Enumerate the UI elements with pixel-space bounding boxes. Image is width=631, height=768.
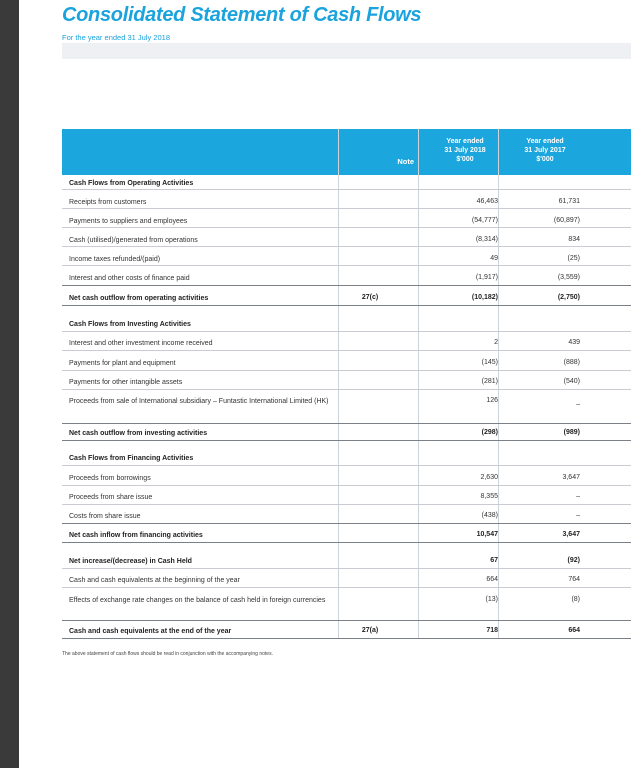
value-2018: (298) — [481, 429, 498, 436]
row-divider — [62, 189, 631, 190]
value-2017: 61,731 — [558, 198, 580, 205]
row-divider — [62, 331, 631, 332]
footnote: The above statement of cash flows should be read in conjunction with the accompanying notes. — [62, 651, 273, 657]
row-label: Payments for plant and equipment — [69, 360, 176, 367]
row-label: Cash and cash equivalents at the beginning of the year — [69, 577, 240, 584]
value-2017: (92) — [567, 557, 580, 564]
section-heading-label: Net increase/(decrease) in Cash Held — [69, 558, 192, 565]
value-2017: 664 — [568, 627, 580, 634]
row-divider — [62, 208, 631, 209]
row-divider — [62, 246, 631, 247]
value-2017: (8) — [571, 596, 580, 603]
value-2017: (25) — [567, 255, 580, 262]
row-label: Payments to suppliers and employees — [69, 218, 188, 225]
value-2018: (145) — [481, 359, 498, 366]
value-2018: (281) — [481, 378, 498, 385]
row-label: Proceeds from share issue — [69, 494, 153, 501]
row-label: Payments for other intangible assets — [69, 379, 183, 386]
value-2018: (10,182) — [471, 294, 498, 301]
column-header-line: 31 July 2018 — [444, 147, 486, 154]
row-divider — [62, 523, 631, 524]
value-2018: 664 — [486, 576, 498, 583]
row-divider — [62, 542, 631, 543]
viewer-left-margin — [0, 0, 19, 768]
value-2017: – — [576, 493, 580, 500]
column-divider — [338, 129, 339, 639]
row-divider — [62, 440, 631, 441]
title-band — [62, 43, 631, 59]
value-2018: 2 — [494, 339, 498, 346]
row-label: Income taxes refunded/(paid) — [69, 256, 161, 263]
value-2018: 10,547 — [476, 531, 498, 538]
value-2018: (54,777) — [471, 217, 498, 224]
section-heading-label: Cash Flows from Operating Activities — [69, 180, 194, 187]
row-divider — [62, 568, 631, 569]
value-2018: 49 — [490, 255, 498, 262]
section-heading-label: Cash Flows from Investing Activities — [69, 321, 191, 328]
row-divider — [62, 423, 631, 424]
section-heading-label: Cash Flows from Financing Activities — [69, 455, 194, 462]
value-2018: (1,917) — [475, 274, 498, 281]
value-2017: (60,897) — [553, 217, 580, 224]
value-2018: 46,463 — [476, 198, 498, 205]
value-2018: 126 — [486, 397, 498, 404]
row-label: Proceeds from borrowings — [69, 475, 151, 482]
column-header-line: Year ended — [446, 138, 484, 145]
total-label: Cash and cash equivalents at the end of the year — [69, 628, 232, 635]
value-2017: 764 — [568, 576, 580, 583]
note-ref: 27(a) — [361, 627, 379, 634]
row-label: Receipts from customers — [69, 199, 147, 206]
column-header-line: $'000 — [536, 156, 554, 163]
row-divider — [62, 285, 631, 286]
row-label: Proceeds from sale of International subsidiary – Funtastic International Limited (HK) — [69, 398, 329, 405]
row-divider — [62, 227, 631, 228]
total-label: Net cash outflow from operating activities — [69, 295, 209, 302]
column-divider — [498, 129, 499, 639]
row-divider — [62, 350, 631, 351]
row-divider — [62, 305, 631, 306]
row-divider — [62, 620, 631, 621]
value-2018: (13) — [485, 596, 498, 603]
row-label: Interest and other costs of finance paid — [69, 275, 190, 282]
column-header-2018 — [430, 137, 500, 164]
column-divider — [418, 129, 419, 639]
column-header-note: Note — [397, 157, 414, 166]
value-2017: 439 — [568, 339, 580, 346]
row-divider — [62, 265, 631, 266]
row-label: Effects of exchange rate changes on the balance of cash held in foreign currencies — [69, 597, 326, 604]
value-2017: (989) — [563, 429, 580, 436]
column-header-2017 — [510, 137, 580, 164]
column-header-line: 31 July 2017 — [524, 147, 566, 154]
row-label: Cash (utilised)/generated from operations — [69, 237, 198, 244]
row-divider — [62, 587, 631, 588]
page-title: Consolidated Statement of Cash Flows — [62, 4, 422, 26]
value-2017: – — [576, 512, 580, 519]
value-2018: 8,355 — [480, 493, 498, 500]
value-2017: (540) — [563, 378, 580, 385]
row-divider — [62, 370, 631, 371]
value-2017: 3,647 — [562, 531, 580, 538]
column-header-line: Year ended — [526, 138, 564, 145]
value-2017: 3,647 — [562, 474, 580, 481]
page-subtitle: For the year ended 31 July 2018 — [62, 33, 170, 42]
row-divider — [62, 485, 631, 486]
value-2018: 67 — [490, 557, 498, 564]
note-ref: 27(c) — [361, 294, 379, 301]
value-2017: (2,750) — [557, 294, 580, 301]
row-divider — [62, 638, 631, 639]
value-2018: (8,314) — [475, 236, 498, 243]
value-2017: 834 — [568, 236, 580, 243]
value-2017: (3,559) — [557, 274, 580, 281]
row-divider — [62, 465, 631, 466]
column-header-line: $'000 — [456, 156, 474, 163]
row-divider — [62, 504, 631, 505]
row-label: Interest and other investment income received — [69, 340, 213, 347]
value-2017: (888) — [563, 359, 580, 366]
row-divider — [62, 389, 631, 390]
value-2018: 718 — [486, 627, 498, 634]
value-2018: 2,630 — [480, 474, 498, 481]
value-2018: (438) — [481, 512, 498, 519]
total-label: Net cash inflow from financing activities — [69, 532, 203, 539]
value-2017: – — [576, 401, 580, 408]
total-label: Net cash outflow from investing activities — [69, 430, 208, 437]
row-label: Costs from share issue — [69, 513, 141, 520]
